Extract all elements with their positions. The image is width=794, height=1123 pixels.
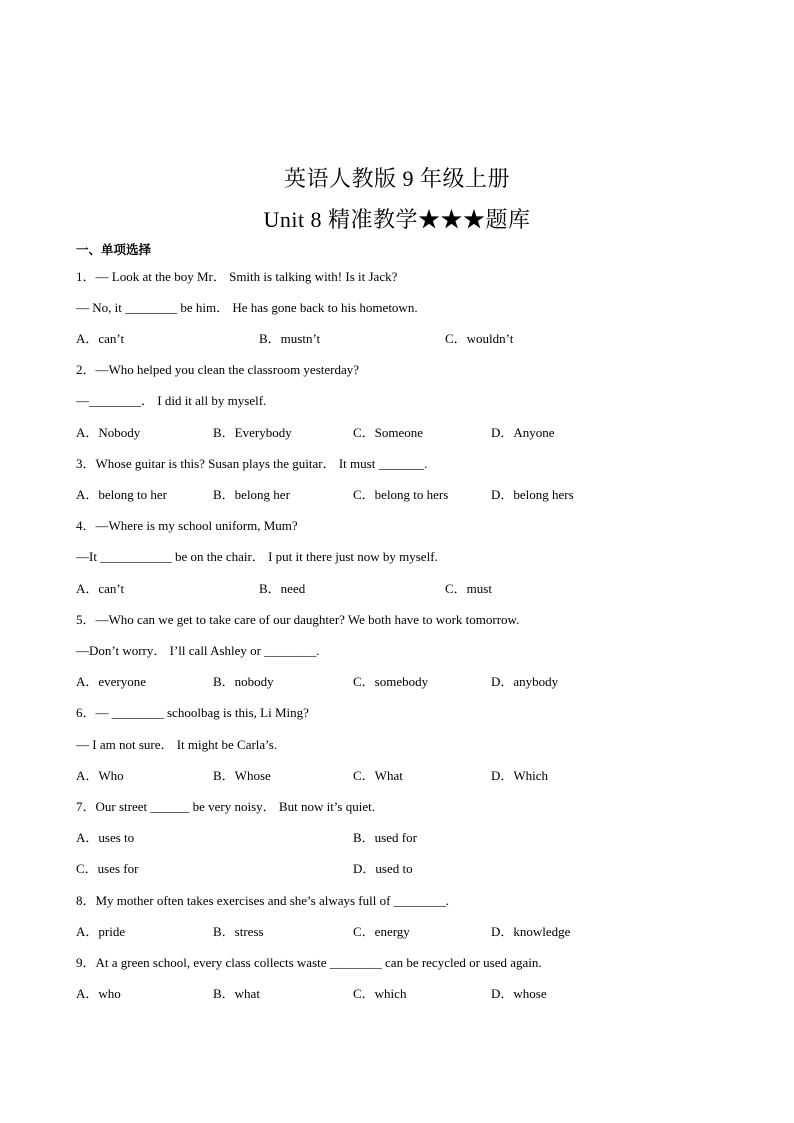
question-6-option-a: A．Who	[76, 768, 124, 783]
question-6-option-d: D．Which	[491, 768, 549, 783]
question-4-line-2: —It ___________ be on the chair． I put it there just now by myself.	[76, 549, 438, 564]
question-3-option-b: B．belong her	[213, 487, 290, 502]
question-7-option-a: A．uses to	[76, 830, 135, 845]
question-7-option-b: B．used for	[353, 830, 417, 845]
question-3-option-a: A．belong to her	[76, 487, 167, 502]
question-9-option-d: D．whose	[491, 986, 547, 1001]
question-2-option-d: D．Anyone	[491, 425, 555, 440]
question-9-stem: 9．At a green school, every class collects waste ________ can be recycled or used again.	[76, 955, 542, 970]
question-2-stem: 2．—Who helped you clean the classroom yesterday?	[76, 362, 360, 377]
question-1-stem: 1．— Look at the boy Mr． Smith is talking with! Is it Jack?	[76, 269, 398, 284]
question-2-option-b: B．Everybody	[213, 425, 292, 440]
question-4-option-c: C．must	[445, 581, 492, 596]
question-5-stem: 5．—Who can we get to take care of our daughter? We both have to work tomorrow.	[76, 612, 520, 627]
question-6-stem: 6．— ________ schoolbag is this, Li Ming?	[76, 705, 309, 720]
question-8-option-a: A．pride	[76, 924, 126, 939]
question-7-option-d: D．used to	[353, 861, 413, 876]
question-2-option-a: A．Nobody	[76, 425, 141, 440]
question-3-stem: 3．Whose guitar is this? Susan plays the guitar． It must _______.	[76, 456, 428, 471]
question-1-option-b: B．mustn’t	[259, 331, 321, 346]
question-5-option-a: A．everyone	[76, 674, 147, 689]
question-4-option-a: A．can’t	[76, 581, 125, 596]
question-8-option-c: C．energy	[353, 924, 410, 939]
question-4-stem: 4．—Where is my school uniform, Mum?	[76, 518, 298, 533]
question-5-option-c: C．somebody	[353, 674, 429, 689]
document-title: 英语人教版 9 年级上册	[283, 166, 510, 191]
question-5-line-2: —Don’t worry． I’ll call Ashley or ________.	[76, 643, 320, 658]
question-9-option-b: B．what	[213, 986, 260, 1001]
question-1-option-a: A．can’t	[76, 331, 125, 346]
question-7-stem: 7．Our street ______ be very noisy． But now it’s quiet.	[76, 799, 375, 814]
question-6-option-b: B．Whose	[213, 768, 271, 783]
question-7-option-c: C．uses for	[76, 861, 139, 876]
question-2-option-c: C．Someone	[353, 425, 424, 440]
question-8-option-d: D．knowledge	[491, 924, 571, 939]
section-heading: 一、单项选择	[76, 242, 152, 257]
question-9-option-a: A．who	[76, 986, 121, 1001]
question-8-stem: 8．My mother often takes exercises and she’s always full of ________.	[76, 893, 449, 908]
document-subtitle: Unit 8 精准教学★★★题库	[263, 207, 531, 232]
question-6-line-2: — I am not sure． It might be Carla’s.	[76, 737, 278, 752]
question-5-option-d: D．anybody	[491, 674, 559, 689]
question-2-line-2: —________． I did it all by myself.	[76, 393, 267, 408]
question-5-option-b: B．nobody	[213, 674, 274, 689]
question-6-option-c: C．What	[353, 768, 403, 783]
question-1-option-c: C．wouldn’t	[445, 331, 514, 346]
question-4-option-b: B．need	[259, 581, 306, 596]
question-8-option-b: B．stress	[213, 924, 264, 939]
question-9-option-c: C．which	[353, 986, 407, 1001]
question-3-option-d: D．belong hers	[491, 487, 574, 502]
question-1-line-2: — No, it ________ be him． He has gone back to his hometown.	[76, 300, 418, 315]
question-3-option-c: C．belong to hers	[353, 487, 449, 502]
